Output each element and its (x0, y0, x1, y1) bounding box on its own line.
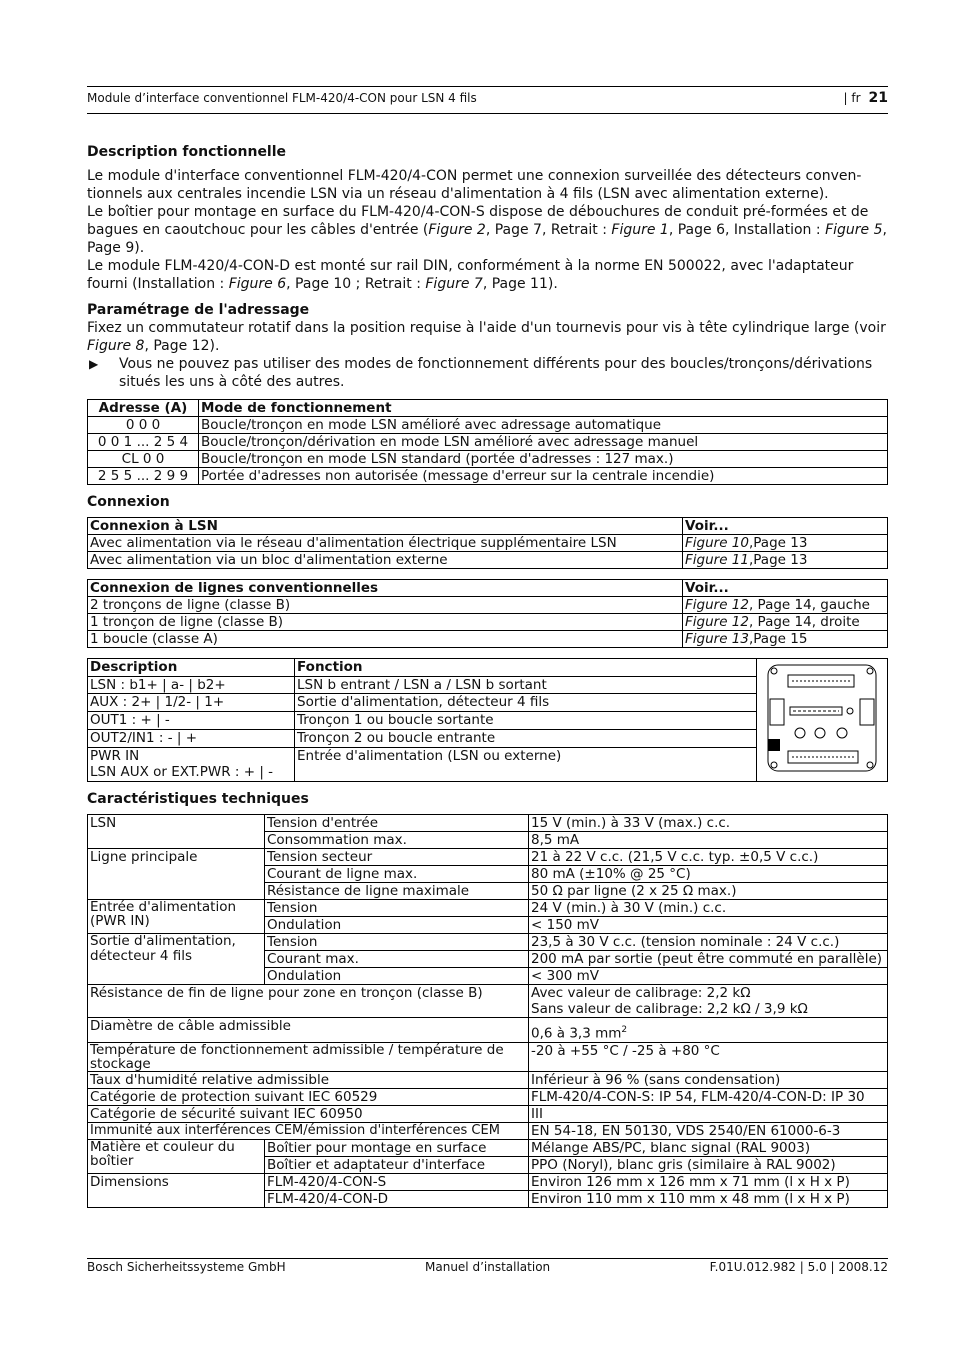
bullet-text: Vous ne pouvez pas utiliser des modes de fonctionnement différents pour des boucles/tronçons/dérivations situés les uns à côté des autres. (119, 356, 873, 390)
table-row: 1 tronçon de ligne (classe B) Figure 12, Page 14, droite (88, 614, 888, 631)
figure-ref: Figure 5 (825, 222, 883, 238)
table-row: Avec alimentation via un bloc d'alimentation externe Figure 11,Page 13 (88, 552, 888, 569)
table-row: OUT2/IN1 : - | + Tronçon 2 ou boucle entrante (88, 729, 888, 747)
module-board-icon (766, 663, 878, 773)
table-row: OUT1 : + | - Tronçon 1 ou boucle sortante (88, 712, 888, 730)
table-row: Immunité aux interférences CEM/émission d'interférences CEM EN 54-18, EN 50130, VDS 2540/EN 61000-6-3 (88, 1122, 888, 1139)
header-title: Module d’interface conventionnel FLM-420/4-CON pour LSN 4 fils (87, 91, 477, 105)
section-title-addressing: Paramétrage de l'adressage (87, 302, 310, 318)
table-row: Ondulation < 150 mV (88, 917, 888, 934)
table-row: Courant de ligne max. 80 mA (±10% @ 25 °C) (88, 866, 888, 883)
address-table (87, 399, 888, 485)
bullet-arrow-icon: ▶ (89, 357, 99, 371)
table-row: 2 tronçons de ligne (classe B) Figure 12, Page 14, gauche (88, 597, 888, 614)
table-row: Matière et couleur du boîtier Boîtier pour montage en surface Mélange ABS/PC, blanc signal (RAL 9003) (88, 1139, 888, 1156)
table-row: Consommation max. 8,5 mA (88, 832, 888, 849)
table-row: Résistance de fin de ligne pour zone en tronçon (classe B) Avec valeur de calibrage: 2,2 kΩ Sans valeur de calibrage: 2,2 kΩ / 3,9 kΩ (88, 985, 888, 1018)
content (87, 143, 888, 1208)
figure-ref: Figure 1 (611, 222, 669, 238)
description-paragraph-2: Le boîtier pour montage en surface du FLM-420/4-CON-S dispose de débouchures de conduit pré-formées et de bagues en caoutchouc pour les câbles d'entrée (Figure 2, Page 7, Retrait : Figure 1, Page 6, Installation : Figure 5, Page 9). (87, 204, 887, 256)
figure-ref: Figure 2 (428, 222, 486, 238)
header-lang: | fr (843, 91, 861, 105)
page-number: 21 (868, 90, 888, 106)
bullet-note (87, 355, 888, 391)
table-row: Boîtier et adaptateur d'interface PPO (Noryl), blanc gris (similaire à RAL 9002) (88, 1156, 888, 1173)
table-row: Ondulation < 300 mV (88, 968, 888, 985)
table-row: Dimensions FLM-420/4-CON-S Environ 126 mm x 126 mm x 71 mm (l x H x P) (88, 1173, 888, 1190)
table-row: 0 0 1 ... 2 5 4 Boucle/tronçon/dérivation en mode LSN amélioré avec adressage manuel (88, 434, 888, 451)
table-row: Taux d'humidité relative admissible Inférieur à 96 % (sans condensation) (88, 1071, 888, 1088)
addressing-paragraph: Fixez un commutateur rotatif dans la position requise à l'aide d'un tournevis pour vis à tête cylindrique large (voir Figure 8, Page 12). (87, 320, 886, 354)
footer-company: Bosch Sicherheitssysteme GmbH (87, 1260, 286, 1274)
table-row: Ligne principale Tension secteur 21 à 22 V c.c. (21,5 V c.c. typ. ±0,5 V c.c.) (88, 849, 888, 866)
table-row: Sortie d'alimentation, détecteur 4 fils Tension 23,5 à 30 V c.c. (tension nominale : 24 V c.c.) (88, 934, 888, 951)
conventional-lines-table: Connexion de lignes conventionnelles Voir... 2 tronçons de ligne (classe B) Figure 12, Page 14, gauche 1 tronçon de ligne (classe B) Figure 12, Page 14, droite 1 boucle (classe A) Figure 13,Page 15 (87, 579, 888, 648)
figure-ref: Figure 8 (87, 338, 145, 354)
section-title-description: Description fonctionnelle (87, 144, 287, 160)
table-row: 2 5 5 ... 2 9 9 Portée d'adresses non autorisée (message d'erreur sur la centrale incendie) (88, 468, 888, 485)
table-row: Entrée d'alimentation (PWR IN) Tension 24 V (min.) à 30 V (min.) c.c. (88, 900, 888, 917)
figure-ref: Figure 7 (425, 276, 483, 292)
section-title-connexion: Connexion (87, 494, 170, 510)
footer-manual: Manuel d’installation (425, 1260, 551, 1274)
table-row: Catégorie de protection suivant IEC 60529 FLM-420/4-CON-S: IP 54, FLM-420/4-CON-D: IP 30 (88, 1088, 888, 1105)
figure-ref: Figure 6 (228, 276, 287, 292)
table-row: 1 boucle (classe A) Figure 13,Page 15 (88, 631, 888, 648)
page-footer (87, 1258, 888, 1274)
table-row: Catégorie de sécurité suivant IEC 60950 III (88, 1105, 888, 1122)
page-header (87, 86, 888, 114)
table-row: 0 0 0 Boucle/tronçon en mode LSN amélioré avec adressage automatique (88, 417, 888, 434)
terminals-table: Description Fonction LSN : b1+ | a- | b2+ LSN b entrant / LSN a / LSN b sortant AUX : 2+ | 1/2- | 1+ Sortie d'alimentation, détecteur 4 fils OUT1 : + | - Tronçon 1 ou boucle sortante OUT2/IN1 : - | + Tronçon 2 ou boucle entrante PWR IN LSN AUX or EXT.PWR : + | - Entrée d'alimentation (LSN ou externe) (87, 658, 888, 782)
table-row: Courant max. 200 mA par sortie (peut être commuté en parallèle) (88, 951, 888, 968)
lsn-connection-table: Connexion à LSN Voir... Avec alimentation via le réseau d'alimentation électrique supplémentaire LSN Figure 10,Page 13 Avec alimentation via un bloc d'alimentation externe Figure 11,Page 13 (87, 517, 888, 569)
table-row: Température de fonctionnement admissible / température de stockage -20 à +55 °C / -25 à +80 °C (88, 1042, 888, 1071)
table-row: AUX : 2+ | 1/2- | 1+ Sortie d'alimentation, détecteur 4 fils (88, 694, 888, 712)
table-row: Diamètre de câble admissible 0,6 à 3,3 $mm^2$ (88, 1018, 888, 1043)
description-paragraph-3: Le module FLM-420/4-CON-D est monté sur rail DIN, conformément à la norme EN 500022, avec l'adaptateur fourni (Installation : Figure 6, Page 10 ; Retrait : Figure 7, Page 11). (87, 258, 854, 292)
module-diagram (757, 659, 888, 782)
table-row: FLM-420/4-CON-D Environ 110 mm x 110 mm x 48 mm (l x H x P) (88, 1190, 888, 1207)
table-row: PWR IN LSN AUX or EXT.PWR : + | - Entrée d'alimentation (LSN ou externe) (88, 747, 888, 781)
description-paragraph-1: Le module d'interface conventionnel FLM-420/4-CON permet une connexion surveillée des détecteurs conven-tionnels aux centrales incendie LSN via un réseau d'alimentation à 4 fils (LSN avec alimentation externe). (87, 168, 862, 202)
footer-doc-id: F.01U.012.982 | 5.0 | 2008.12 (709, 1260, 888, 1274)
table-row: Avec alimentation via le réseau d'alimentation électrique supplémentaire LSN Figure 10,Page 13 (88, 535, 888, 552)
header-right (844, 90, 889, 106)
specs-table (87, 814, 888, 1208)
table-row: LSN : b1+ | a- | b2+ LSN b entrant / LSN a / LSN b sortant (88, 676, 888, 694)
mode-col-header: Mode de fonctionnement (199, 400, 888, 417)
table-row: LSN Tension d'entrée 15 V (min.) à 33 V (max.) c.c. (88, 815, 888, 832)
table-row: Résistance de ligne maximale 50 Ω par ligne (2 x 25 Ω max.) (88, 883, 888, 900)
section-title-specs: Caractéristiques techniques (87, 791, 309, 807)
table-row: CL 0 0 Boucle/tronçon en mode LSN standard (portée d'adresses : 127 max.) (88, 451, 888, 468)
address-col-header: Adresse (A) (88, 400, 199, 417)
